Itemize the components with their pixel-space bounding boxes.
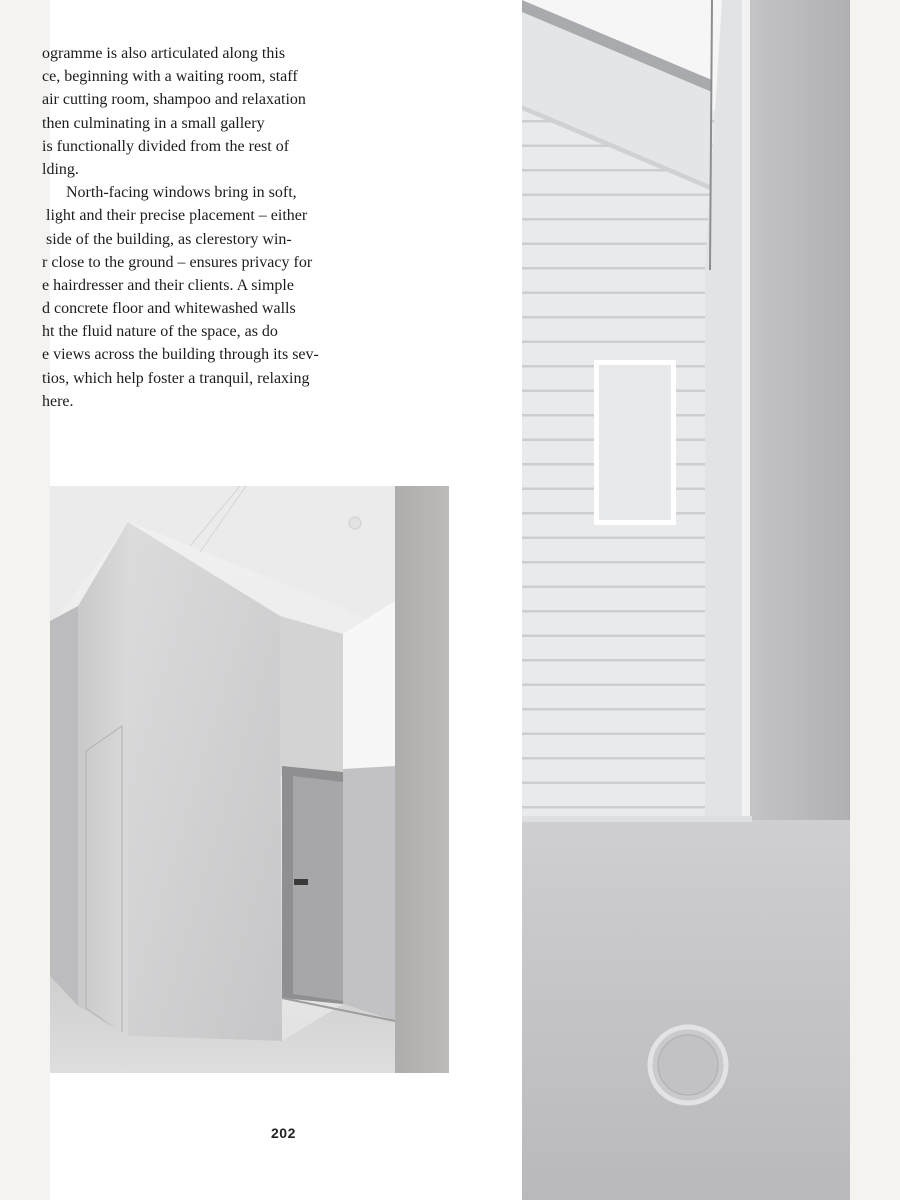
- text-line: e hairdresser and their clients. A simple: [42, 276, 294, 294]
- text-line: air cutting room, shampoo and relaxation: [42, 91, 306, 109]
- text-line: d concrete floor and whitewashed walls: [42, 300, 296, 318]
- interior-photo: [50, 486, 449, 1073]
- text-line: North-facing windows bring in soft,: [42, 184, 297, 202]
- text-line: tios, which help foster a tranquil, relaxing: [42, 369, 310, 387]
- text-line: is functionally divided from the rest of: [42, 137, 290, 155]
- exterior-window-photo: [522, 0, 850, 1200]
- text-line: here.: [42, 392, 74, 410]
- text-line: then culminating in a small gallery: [42, 114, 265, 132]
- page-number: 202: [271, 1125, 296, 1141]
- text-line: side of the building, as clerestory win-: [42, 230, 292, 248]
- text-line: light and their precise placement – either: [42, 207, 308, 225]
- text-line: ht the fluid nature of the space, as do: [42, 323, 278, 341]
- text-line: e views across the building through its sev-: [42, 346, 319, 364]
- text-line: r close to the ground – ensures privacy for: [42, 253, 313, 271]
- text-line: ce, beginning with a waiting room, staff: [42, 68, 298, 86]
- book-page: [42, 0, 850, 1200]
- text-line: ogramme is also articulated along this: [42, 45, 286, 62]
- article-body-text: [42, 42, 382, 413]
- text-line: lding.: [42, 160, 79, 178]
